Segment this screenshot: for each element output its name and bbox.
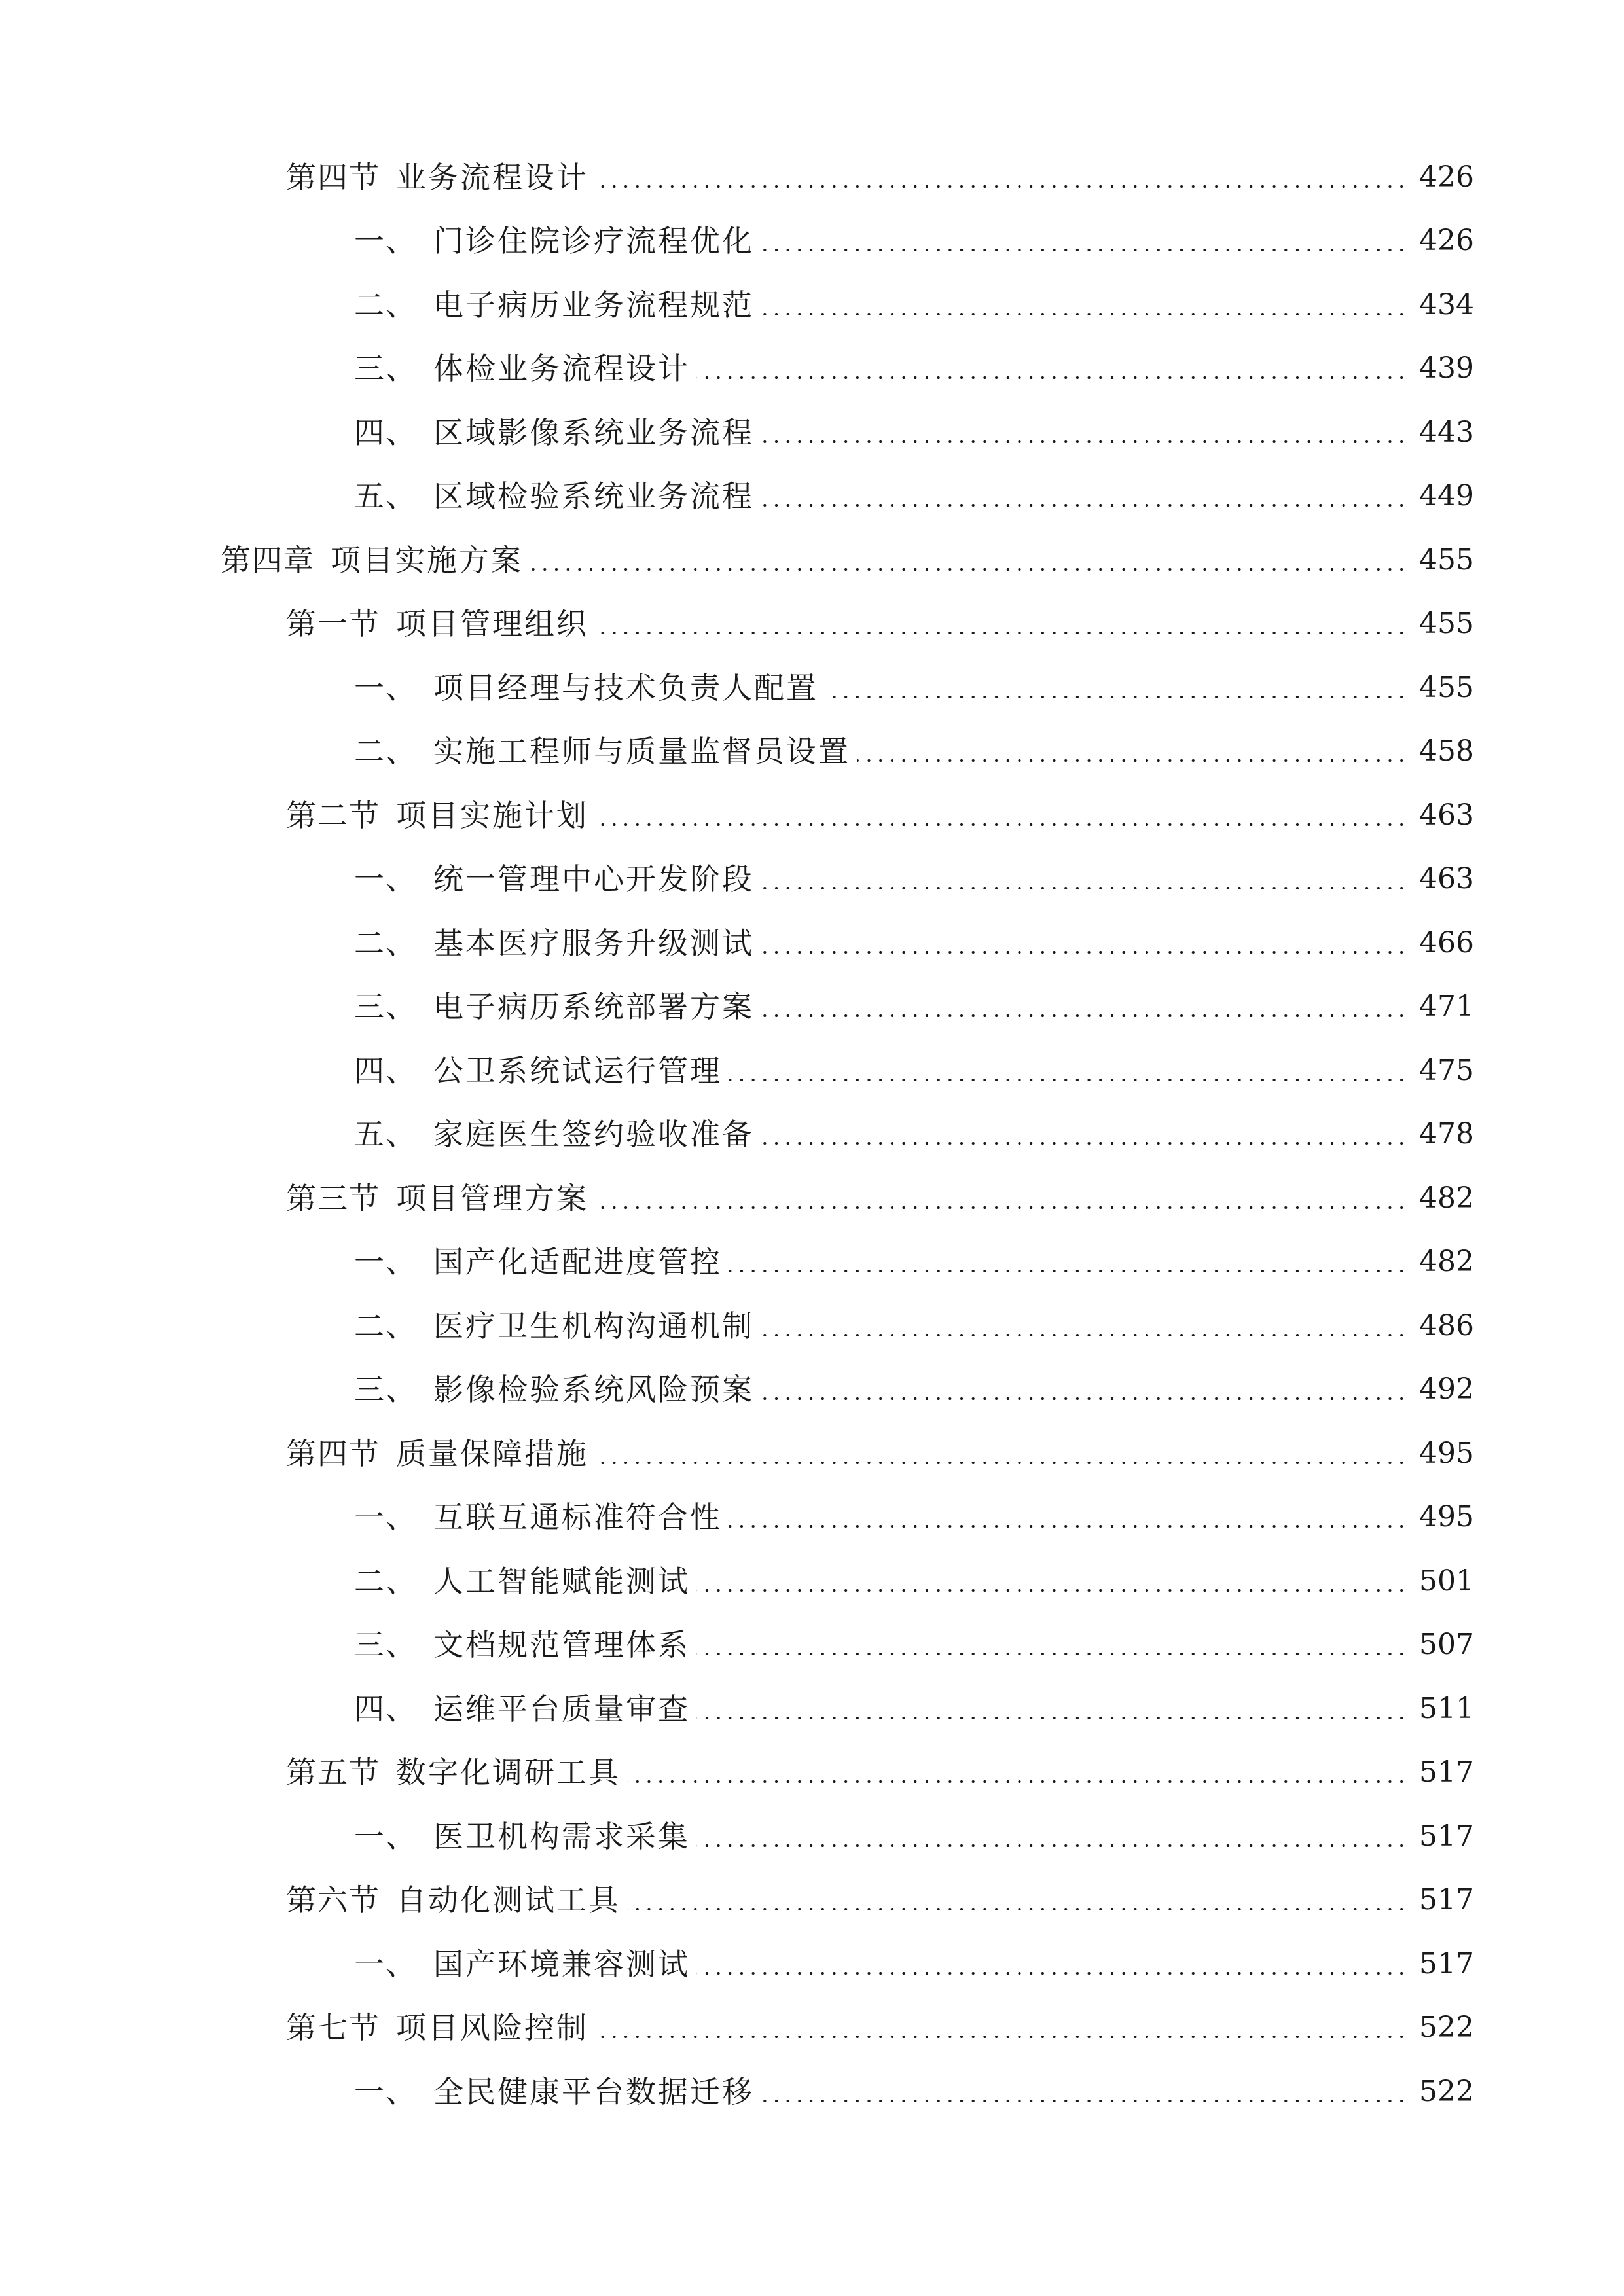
dot-leader — [696, 1844, 1407, 1847]
toc-entry-page-number: 449 — [1419, 479, 1474, 513]
toc-entry-number: 四、 — [354, 1052, 417, 1088]
toc-entry-title: 体检业务流程设计 — [433, 351, 690, 387]
toc-entry-title: 电子病历系统部署方案 — [433, 989, 754, 1025]
toc-entry-number: 第四节 — [286, 1435, 380, 1471]
toc-entry-number: 三、 — [354, 351, 417, 387]
toc-subsection-entry[interactable] — [0, 209, 1624, 274]
toc-entry-number: 第四节 — [286, 159, 380, 195]
toc-entry-page-number: 492 — [1419, 1372, 1474, 1407]
toc-section-entry[interactable] — [0, 592, 1624, 656]
toc-entry-page-number: 455 — [1419, 607, 1474, 641]
toc-entry-page-number: 486 — [1419, 1308, 1474, 1342]
toc-subsection-entry[interactable] — [0, 720, 1624, 784]
toc-section-entry[interactable] — [0, 1869, 1624, 1933]
toc-entry-page-number: 463 — [1419, 798, 1474, 832]
dot-leader — [595, 632, 1407, 634]
toc-entry-title: 实施工程师与质量监督员设置 — [433, 734, 850, 770]
toc-subsection-entry[interactable] — [0, 337, 1624, 401]
toc-entry-title: 基本医疗服务升级测试 — [433, 925, 754, 961]
dot-leader — [595, 185, 1407, 188]
dot-leader — [761, 2100, 1407, 2102]
toc-entry-title: 人工智能赋能测试 — [433, 1563, 690, 1599]
toc-entry-number: 五、 — [354, 1117, 417, 1153]
toc-section-entry[interactable] — [0, 1422, 1624, 1486]
toc-entry-title: 区域检验系统业务流程 — [433, 478, 754, 514]
toc-subsection-entry[interactable] — [0, 1039, 1624, 1103]
dot-leader — [595, 1206, 1407, 1209]
toc-entry-title: 家庭医生签约验收准备 — [433, 1117, 754, 1153]
toc-entry-title: 互联互通标准符合性 — [433, 1499, 722, 1535]
toc-section-entry[interactable] — [0, 1741, 1624, 1805]
toc-entry-number: 一、 — [354, 1244, 417, 1280]
dot-leader — [825, 696, 1407, 698]
dot-leader — [761, 249, 1407, 251]
toc-entry-number: 二、 — [354, 1563, 417, 1599]
toc-entry-title: 项目管理组织 — [396, 606, 588, 642]
toc-entry-page-number: 458 — [1419, 734, 1474, 768]
dot-leader — [761, 1397, 1407, 1400]
toc-entry-title: 文档规范管理体系 — [433, 1627, 690, 1663]
toc-entry-page-number: 522 — [1419, 2011, 1474, 2045]
toc-entry-page-number: 482 — [1419, 1181, 1474, 1215]
toc-subsection-entry[interactable] — [0, 1103, 1624, 1167]
toc-entry-page-number: 511 — [1419, 1691, 1474, 1725]
toc-entry-number: 一、 — [354, 670, 417, 706]
toc-entry-page-number: 478 — [1419, 1117, 1474, 1151]
dot-leader — [761, 504, 1407, 507]
dot-leader — [761, 1142, 1407, 1145]
dot-leader — [696, 376, 1407, 379]
dot-leader — [761, 440, 1407, 443]
toc-section-entry[interactable] — [0, 783, 1624, 848]
toc-entry-title: 国产化适配进度管控 — [433, 1244, 722, 1280]
toc-subsection-entry[interactable] — [0, 1486, 1624, 1550]
toc-entry-title: 国产环境兼容测试 — [433, 1946, 690, 1982]
toc-entry-title: 门诊住院诊疗流程优化 — [433, 223, 754, 259]
toc-entry-number: 三、 — [354, 989, 417, 1025]
dot-leader — [729, 1079, 1407, 1081]
toc-entry-page-number: 517 — [1419, 1755, 1474, 1789]
toc-entry-number: 第三节 — [286, 1180, 380, 1216]
toc-entry-title: 统一管理中心开发阶段 — [433, 861, 754, 897]
toc-entry-page-number: 426 — [1419, 160, 1474, 194]
toc-entry-number: 第五节 — [286, 1755, 380, 1791]
toc-entry-page-number: 522 — [1419, 2074, 1474, 2108]
dot-leader — [761, 1334, 1407, 1336]
toc-entry-page-number: 471 — [1419, 990, 1474, 1024]
toc-subsection-entry[interactable] — [0, 1804, 1624, 1869]
toc-subsection-entry[interactable] — [0, 975, 1624, 1039]
toc-subsection-entry[interactable] — [0, 401, 1624, 465]
toc-subsection-entry[interactable] — [0, 1677, 1624, 1741]
dot-leader — [729, 1270, 1407, 1272]
toc-section-entry[interactable] — [0, 145, 1624, 209]
toc-entry-title: 医卫机构需求采集 — [433, 1818, 690, 1854]
toc-entry-title: 业务流程设计 — [396, 159, 588, 195]
dot-leader — [761, 1014, 1407, 1017]
dot-leader — [761, 951, 1407, 954]
dot-leader — [696, 1653, 1407, 1655]
dot-leader — [530, 568, 1407, 571]
toc-subsection-entry[interactable] — [0, 465, 1624, 529]
toc-entry-number: 一、 — [354, 1499, 417, 1535]
toc-subsection-entry[interactable] — [0, 1230, 1624, 1295]
toc-entry-page-number: 517 — [1419, 1883, 1474, 1917]
dot-leader — [595, 823, 1407, 826]
toc-entry-title: 运维平台质量审查 — [433, 1691, 690, 1727]
dot-leader — [761, 887, 1407, 889]
toc-entry-number: 二、 — [354, 1308, 417, 1344]
toc-entry-number: 二、 — [354, 925, 417, 961]
toc-subsection-entry[interactable] — [0, 848, 1624, 912]
toc-entry-title: 医疗卫生机构沟通机制 — [433, 1308, 754, 1344]
toc-subsection-entry[interactable] — [0, 1358, 1624, 1422]
toc-entry-title: 项目实施计划 — [396, 797, 588, 833]
toc-entry-number: 四、 — [354, 1691, 417, 1727]
dot-leader — [627, 1780, 1407, 1783]
dot-leader — [696, 1717, 1407, 1719]
toc-subsection-entry[interactable] — [0, 2060, 1624, 2124]
table-of-contents — [0, 145, 1624, 2124]
toc-entry-number: 三、 — [354, 1372, 417, 1408]
toc-entry-page-number: 443 — [1419, 415, 1474, 449]
toc-entry-number: 第六节 — [286, 1882, 380, 1918]
toc-entry-title: 数字化调研工具 — [396, 1755, 621, 1791]
toc-entry-number: 一、 — [354, 861, 417, 897]
toc-entry-page-number: 475 — [1419, 1053, 1474, 1087]
toc-entry-title: 公卫系统试运行管理 — [433, 1052, 722, 1088]
toc-entry-page-number: 517 — [1419, 1819, 1474, 1853]
toc-entry-page-number: 455 — [1419, 543, 1474, 577]
dot-leader — [729, 1525, 1407, 1528]
toc-subsection-entry[interactable] — [0, 656, 1624, 720]
toc-subsection-entry[interactable] — [0, 1613, 1624, 1677]
toc-entry-page-number: 426 — [1419, 224, 1474, 258]
toc-entry-title: 项目实施方案 — [331, 542, 523, 578]
toc-entry-number: 第二节 — [286, 797, 380, 833]
toc-entry-number: 一、 — [354, 223, 417, 259]
toc-entry-title: 全民健康平台数据迁移 — [433, 2073, 754, 2109]
toc-entry-title: 项目经理与技术负责人配置 — [433, 670, 818, 706]
dot-leader — [761, 313, 1407, 315]
toc-entry-number: 五、 — [354, 478, 417, 514]
toc-entry-page-number: 434 — [1419, 287, 1474, 321]
toc-entry-page-number: 466 — [1419, 925, 1474, 960]
toc-entry-title: 影像检验系统风险预案 — [433, 1372, 754, 1408]
toc-entry-number: 二、 — [354, 734, 417, 770]
toc-entry-number: 四、 — [354, 414, 417, 450]
toc-entry-page-number: 482 — [1419, 1245, 1474, 1279]
toc-entry-page-number: 507 — [1419, 1628, 1474, 1662]
toc-entry-title: 质量保障措施 — [396, 1435, 588, 1471]
toc-entry-page-number: 517 — [1419, 1946, 1474, 1981]
toc-entry-number: 三、 — [354, 1627, 417, 1663]
dot-leader — [857, 759, 1407, 762]
toc-entry-number: 一、 — [354, 1946, 417, 1982]
toc-entry-page-number: 463 — [1419, 862, 1474, 896]
toc-entry-page-number: 439 — [1419, 351, 1474, 386]
toc-entry-number: 一、 — [354, 1818, 417, 1854]
toc-subsection-entry[interactable] — [0, 1549, 1624, 1613]
toc-section-entry[interactable] — [0, 1996, 1624, 2060]
toc-entry-title: 电子病历业务流程规范 — [433, 287, 754, 323]
toc-entry-number: 二、 — [354, 287, 417, 323]
toc-entry-page-number: 495 — [1419, 1436, 1474, 1470]
toc-entry-title: 项目风险控制 — [396, 2010, 588, 2046]
toc-entry-page-number: 495 — [1419, 1500, 1474, 1534]
toc-entry-number: 一、 — [354, 2073, 417, 2109]
toc-entry-page-number: 455 — [1419, 670, 1474, 704]
toc-entry-title: 项目管理方案 — [396, 1180, 588, 1216]
toc-entry-page-number: 501 — [1419, 1564, 1474, 1598]
dot-leader — [696, 1972, 1407, 1975]
toc-section-entry[interactable] — [0, 1166, 1624, 1230]
toc-entry-title: 自动化测试工具 — [396, 1882, 621, 1918]
toc-subsection-entry[interactable] — [0, 911, 1624, 975]
toc-subsection-entry[interactable] — [0, 273, 1624, 337]
toc-subsection-entry[interactable] — [0, 1294, 1624, 1358]
toc-entry-number: 第四章 — [221, 542, 315, 578]
dot-leader — [696, 1589, 1407, 1592]
toc-chapter-entry[interactable] — [0, 528, 1624, 592]
dot-leader — [595, 2036, 1407, 2038]
toc-entry-title: 区域影像系统业务流程 — [433, 414, 754, 450]
dot-leader — [595, 1462, 1407, 1464]
dot-leader — [627, 1908, 1407, 1910]
toc-subsection-entry[interactable] — [0, 1932, 1624, 1996]
toc-entry-number: 第一节 — [286, 606, 380, 642]
toc-entry-number: 第七节 — [286, 2010, 380, 2046]
